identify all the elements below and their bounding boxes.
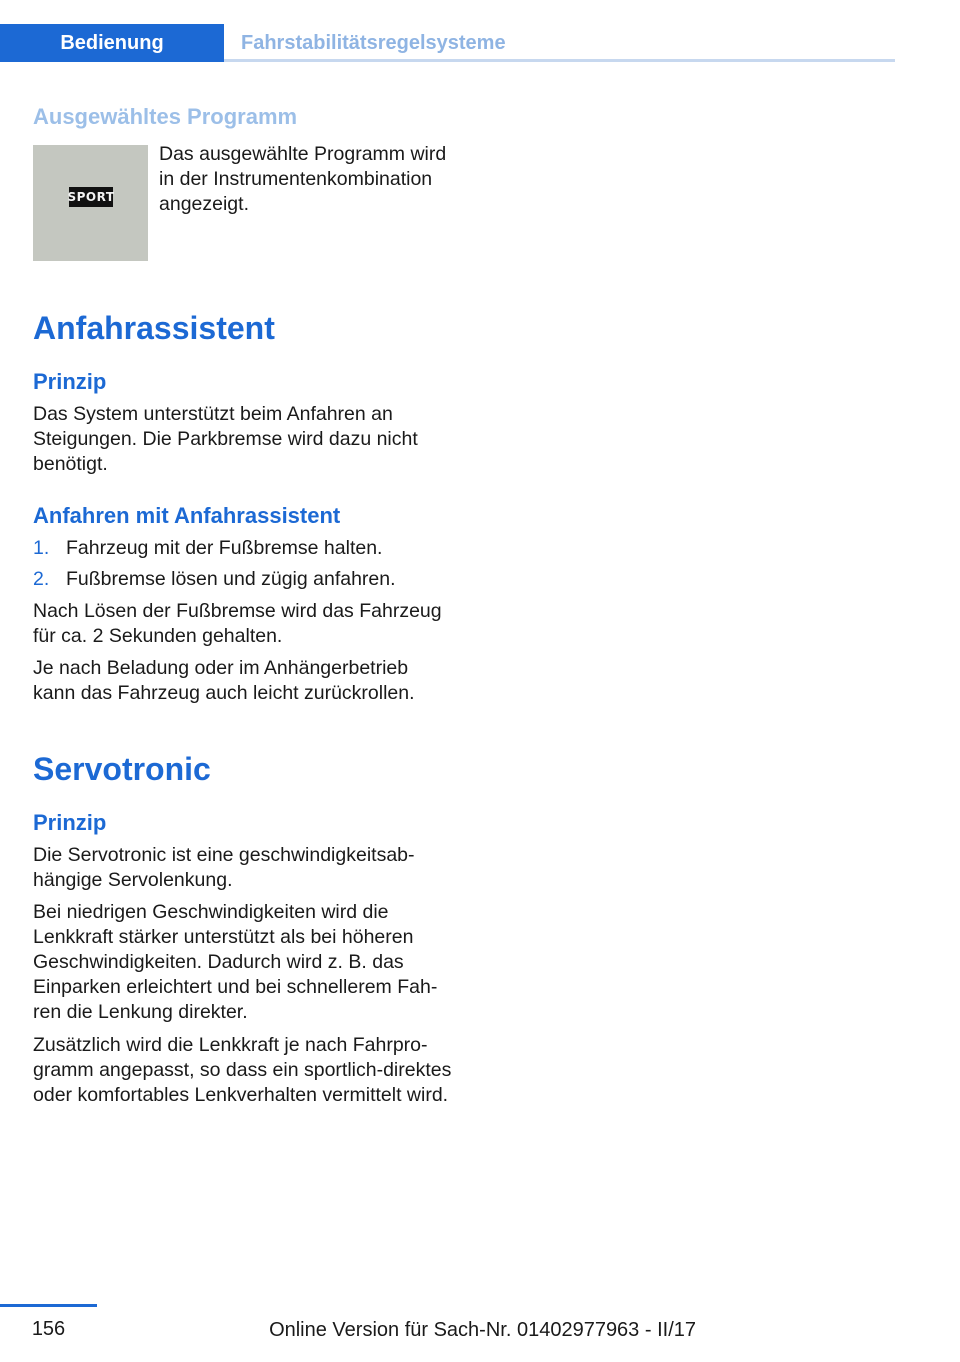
sport-indicator-image bbox=[33, 145, 148, 261]
tab-bedienung[interactable]: Bedienung bbox=[0, 24, 224, 62]
tab-fahrstabilitaet[interactable]: Fahrstabilitätsregelsysteme bbox=[241, 31, 506, 54]
servotronic-principle-heading: Prinzip bbox=[33, 810, 107, 835]
header-divider bbox=[224, 59, 895, 62]
selected-program-text: Das ausgewählte Programm wird in der Instrumentenkombination angezeigt. bbox=[159, 143, 447, 215]
sport-badge: SPORT bbox=[69, 187, 113, 207]
online-version-text: Online Version für Sach-Nr. 01402977963 - II/17 bbox=[269, 1319, 696, 1341]
hill-start-principle-text: Das System unterstützt beim Anfahren an Steigungen. Die Parkbremse wird dazu nicht benötigt. bbox=[33, 403, 418, 475]
hill-start-steps bbox=[33, 536, 453, 598]
list-item: 2. Fußbremse lösen und zügig anfahren. bbox=[33, 568, 396, 590]
servotronic-title: Servotronic bbox=[33, 751, 211, 787]
hill-start-principle-heading: Prinzip bbox=[33, 369, 107, 394]
list-item: 1. Fahrzeug mit der Fußbremse halten. bbox=[33, 537, 383, 559]
servotronic-p1: Die Servotronic ist eine geschwindigkeitsabhängige Servolenkung. bbox=[33, 844, 415, 891]
hill-start-note-1: Nach Lösen der Fußbremse wird das Fahrzeug für ca. 2 Sekunden gehalten. bbox=[33, 600, 442, 647]
hill-start-note-2: Je nach Beladung oder im Anhängerbetrieb kann das Fahrzeug auch leicht zurückrollen. bbox=[33, 657, 415, 704]
servotronic-p3: Zusätzlich wird die Lenkkraft je nach Fahrprogramm angepasst, so dass ein sportlich-direktes oder komfortables Lenkverhalten vermittelt wird. bbox=[33, 1034, 452, 1106]
servotronic-p2: Bei niedrigen Geschwindigkeiten wird die Lenkkraft stärker unterstützt als bei höheren Geschwindigkeiten. Dadurch wird z. B. das Einparken erleichtert und bei schnellerem Fahren die Lenkung direkter. bbox=[33, 901, 438, 1023]
hill-start-usage-heading: Anfahren mit Anfahrassistent bbox=[33, 503, 341, 528]
selected-program-heading: Ausgewähltes Programm bbox=[33, 104, 298, 129]
header-bar bbox=[0, 24, 895, 62]
page-number: 156 bbox=[31, 1318, 66, 1340]
footer-divider bbox=[0, 1304, 97, 1307]
hill-start-title: Anfahrassistent bbox=[33, 310, 275, 346]
